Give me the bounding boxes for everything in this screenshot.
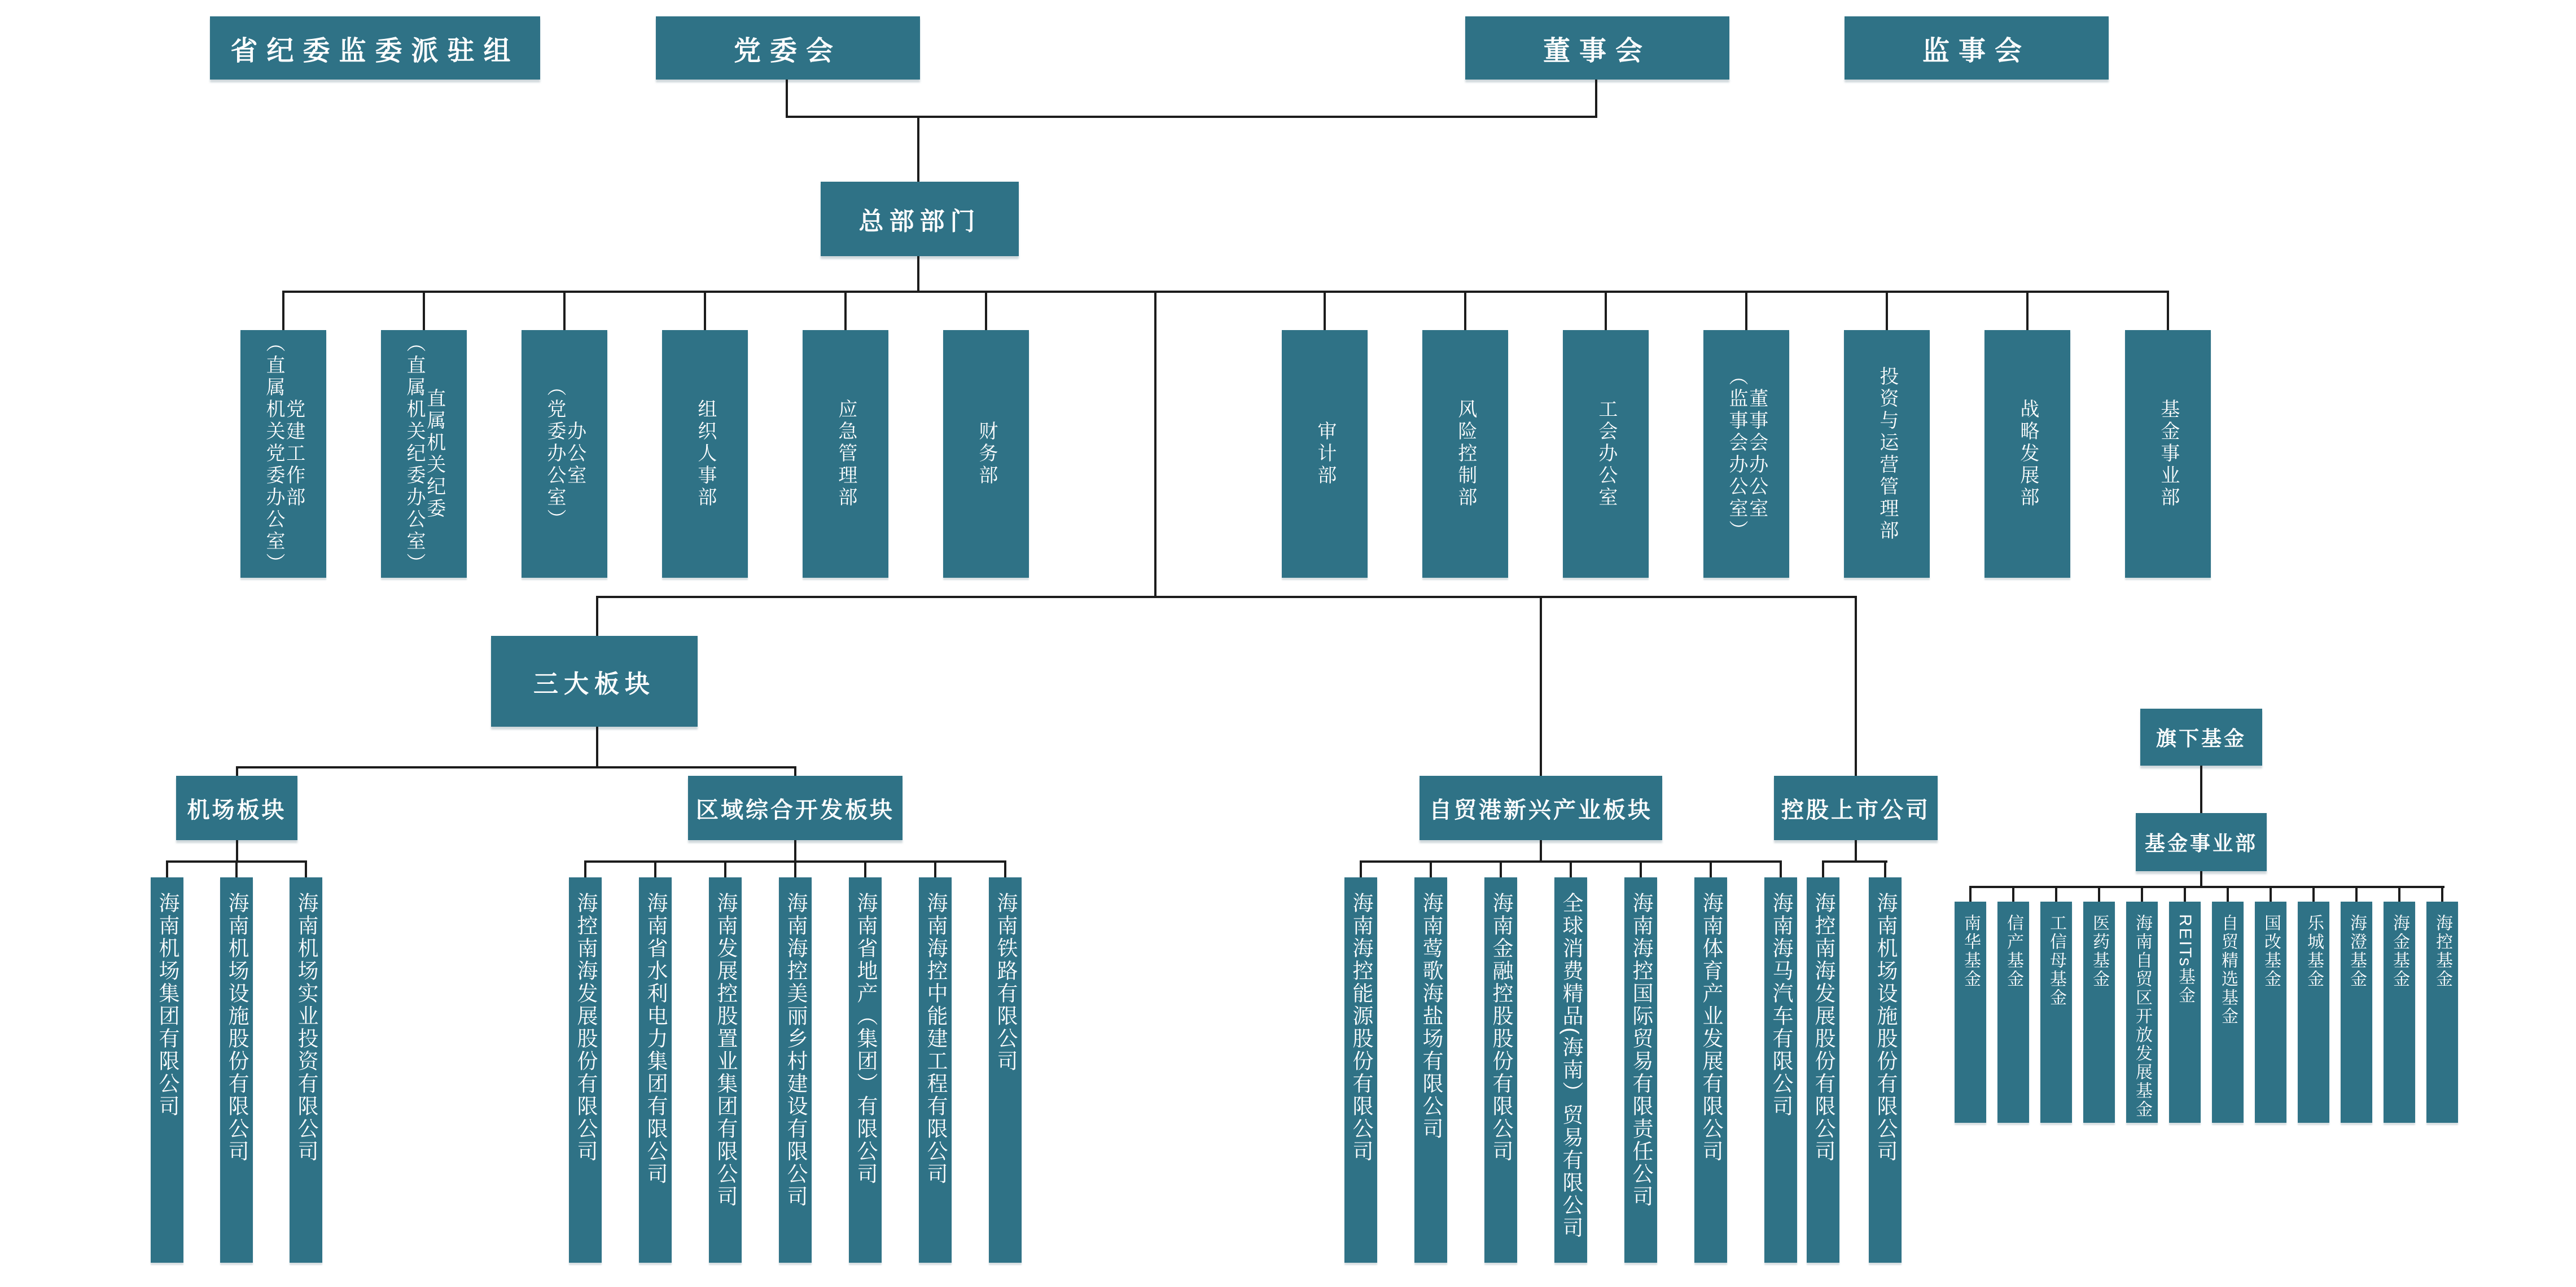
connector-line <box>794 860 796 877</box>
connector-line <box>596 596 1857 598</box>
company-column <box>151 877 183 1263</box>
connector-line <box>1710 860 1712 877</box>
connector-line <box>1004 860 1006 877</box>
fund-column <box>2341 902 2372 1123</box>
company-column <box>1764 877 1797 1263</box>
connector-line <box>2012 886 2014 902</box>
company-column <box>290 877 322 1263</box>
connector-line <box>794 840 796 860</box>
node-funds-root: 旗下基金 <box>2140 709 2262 766</box>
company-column <box>989 877 1022 1263</box>
dept-column-audit <box>1282 330 1368 578</box>
connector-line <box>563 291 566 330</box>
node-fund-department: 基金事业部 <box>2136 813 2267 871</box>
connector-line <box>844 291 847 330</box>
connector-line <box>654 860 656 877</box>
connector-line <box>2312 886 2315 902</box>
dept-label: 风险控制部 <box>1455 399 1477 509</box>
connector-line <box>2167 291 2169 330</box>
dept-sublabel: （监事会办公室） <box>1726 366 1747 542</box>
fund-column <box>1997 902 2029 1123</box>
node-party-committee: 党委会 <box>656 16 920 80</box>
connector-line <box>786 116 1597 118</box>
company-label: 海南机场设施股份有限公司 <box>225 892 248 1163</box>
company-column <box>1624 877 1657 1263</box>
company-column <box>1869 877 1902 1263</box>
connector-line <box>1464 291 1466 330</box>
dept-sublabel: （直属机关纪委办公室） <box>404 333 425 575</box>
dept-column-emergency <box>803 330 888 578</box>
company-column <box>1807 877 1839 1263</box>
company-label: 海南海控美丽乡村建设有限公司 <box>784 892 807 1208</box>
company-label: 海南海控国际贸易有限责任公司 <box>1629 892 1653 1208</box>
company-label: 海南省地产（集团）有限公司 <box>854 892 877 1185</box>
fund-column <box>2426 902 2458 1123</box>
connector-line <box>1822 860 1824 877</box>
connector-line <box>704 291 706 330</box>
connector-line <box>282 291 284 330</box>
company-column <box>919 877 952 1263</box>
fund-column <box>2384 902 2415 1123</box>
connector-line <box>2441 886 2443 902</box>
connector-line <box>1595 80 1597 116</box>
dept-column-general-office <box>522 330 607 578</box>
dept-column-risk-control <box>1422 330 1508 578</box>
connector-line <box>1154 291 1156 596</box>
connector-line <box>864 860 866 877</box>
dept-label: 战略发展部 <box>2017 399 2039 509</box>
connector-line <box>934 860 936 877</box>
company-label: 海控南海发展股份有限公司 <box>574 892 597 1163</box>
connector-line <box>235 860 238 877</box>
dept-label: 党建工作部 <box>283 399 305 509</box>
company-label: 海控南海发展股份有限公司 <box>1812 892 1835 1163</box>
sector-label-ftp-new-industries: 自贸港新兴产业板块 <box>1420 776 1662 840</box>
fund-label: 南华基金 <box>1961 914 1980 989</box>
company-column <box>1694 877 1727 1263</box>
connector-line <box>236 766 796 768</box>
company-label: 海南机场集团有限公司 <box>156 892 179 1118</box>
connector-line <box>1430 860 1432 877</box>
connector-line <box>1640 860 1642 877</box>
connector-line <box>1745 291 1747 330</box>
connector-line <box>1540 840 1542 860</box>
fund-label: 乐城基金 <box>2305 914 2323 989</box>
fund-label: 信产基金 <box>2004 914 2023 989</box>
connector-line <box>596 596 598 636</box>
connector-line <box>2398 886 2400 902</box>
company-label: 海南海控中能建工程有限公司 <box>924 892 947 1185</box>
connector-line <box>2055 886 2057 902</box>
connector-line <box>2227 886 2229 902</box>
dept-label: 财务部 <box>975 421 997 487</box>
dept-column-board-office <box>1703 330 1789 578</box>
connector-line <box>2200 766 2202 813</box>
company-column <box>709 877 742 1263</box>
node-provincial-discipline-group: 省纪委监委派驻组 <box>210 16 540 80</box>
connector-line <box>2141 886 2143 902</box>
company-label: 海南海控能源股份有限公司 <box>1350 892 1373 1163</box>
dept-label: 直属机关纪委 <box>423 388 445 520</box>
dept-sublabel: （党委办公室） <box>544 377 566 531</box>
connector-line <box>1855 596 1857 776</box>
connector-line <box>1886 291 1888 330</box>
connector-line <box>1884 860 1886 877</box>
connector-line <box>2355 886 2358 902</box>
connector-line <box>794 766 796 776</box>
connector-line <box>1855 840 1857 860</box>
connector-line <box>1822 860 1887 863</box>
company-label: 海南机场设施股份有限公司 <box>1874 892 1897 1163</box>
node-three-sectors: 三大板块 <box>491 636 698 727</box>
fund-label: 自贸精选基金 <box>2219 914 2237 1026</box>
node-hq-departments: 总部部门 <box>821 182 1019 256</box>
company-label: 海南海马汽车有限公司 <box>1769 892 1793 1118</box>
connector-line <box>1360 860 1362 877</box>
company-column <box>220 877 253 1263</box>
connector-line <box>236 766 238 776</box>
connector-line <box>305 860 307 877</box>
fund-label: 海澄基金 <box>2347 914 2366 989</box>
company-label: 海南发展控股置业集团有限公司 <box>714 892 737 1208</box>
dept-label: 组织人事部 <box>694 399 716 509</box>
company-label: 海南铁路有限公司 <box>994 892 1017 1073</box>
dept-column-investment-operations <box>1844 330 1930 578</box>
dept-sublabel: （直属机关党委办公室） <box>263 333 284 575</box>
connector-line <box>1605 291 1607 330</box>
fund-column <box>2169 902 2201 1123</box>
connector-line <box>1570 860 1572 877</box>
company-column <box>1484 877 1517 1263</box>
fund-column <box>1955 902 1986 1123</box>
fund-column <box>2126 902 2158 1123</box>
dept-column-discipline-committee <box>381 330 467 578</box>
dept-column-finance <box>943 330 1029 578</box>
company-column <box>639 877 672 1263</box>
connector-line <box>1540 596 1542 776</box>
dept-label: 应急管理部 <box>835 399 857 509</box>
company-column <box>1414 877 1447 1263</box>
fund-label: 海金基金 <box>2390 914 2409 989</box>
fund-label: 海南自贸区开放发展基金 <box>2133 914 2152 1119</box>
node-board-of-supervisors: 监事会 <box>1845 16 2109 80</box>
dept-label: 投资与运营管理部 <box>1876 366 1898 542</box>
company-label: 海南体育产业发展有限公司 <box>1699 892 1723 1163</box>
connector-line <box>917 256 919 291</box>
dept-label: 办公室 <box>564 421 586 487</box>
company-column <box>779 877 812 1263</box>
company-label: 海南省水利电力集团有限公司 <box>644 892 667 1185</box>
connector-line <box>2184 886 2186 902</box>
connector-line <box>1969 886 2444 888</box>
connector-line <box>423 291 425 330</box>
dept-column-hr <box>662 330 748 578</box>
fund-label: 国改基金 <box>2262 914 2280 989</box>
fund-label: 海控基金 <box>2433 914 2452 989</box>
connector-line <box>1969 886 1972 902</box>
connector-line <box>166 860 168 877</box>
fund-column <box>2255 902 2286 1123</box>
connector-line <box>596 727 598 766</box>
dept-label: 工会办公室 <box>1595 399 1617 509</box>
fund-label: REITs基金 <box>2176 914 2194 1005</box>
connector-line <box>2200 871 2202 886</box>
connector-line <box>236 840 238 860</box>
connector-line <box>724 860 726 877</box>
dept-column-strategy <box>1984 330 2070 578</box>
connector-line <box>1324 291 1326 330</box>
dept-label: 审计部 <box>1314 421 1336 487</box>
company-column <box>1344 877 1377 1263</box>
connector-line <box>917 116 919 182</box>
connector-line <box>1780 860 1782 877</box>
company-column <box>569 877 602 1263</box>
node-board-of-directors: 董事会 <box>1465 16 1729 80</box>
sector-label-regional-development: 区域综合开发板块 <box>688 776 903 840</box>
connector-line <box>584 860 586 877</box>
dept-label: 董事会办公室 <box>1746 388 1768 520</box>
connector-line <box>786 80 788 116</box>
sector-label-airport: 机场板块 <box>176 776 297 840</box>
fund-label: 工信母基金 <box>2047 914 2066 1007</box>
sector-label-listed-holdings: 控股上市公司 <box>1774 776 1938 840</box>
company-label: 海南机场实业投资有限公司 <box>295 892 318 1163</box>
connector-line <box>985 291 987 330</box>
fund-column <box>2040 902 2072 1123</box>
company-column <box>849 877 882 1263</box>
fund-column <box>2083 902 2115 1123</box>
company-label: 海南金融控股股份有限公司 <box>1489 892 1513 1163</box>
dept-label: 基金事业部 <box>2157 399 2179 509</box>
connector-line <box>2026 291 2029 330</box>
connector-line <box>2270 886 2272 902</box>
company-label: 海南莺歌海盐场有限公司 <box>1420 892 1443 1140</box>
connector-line <box>2098 886 2100 902</box>
fund-label: 医药基金 <box>2090 914 2109 989</box>
company-label: 全球消费精品(海南）贸易有限公司 <box>1559 892 1583 1240</box>
dept-column-party-building <box>240 330 326 578</box>
fund-column <box>2298 902 2329 1123</box>
dept-column-labor-union <box>1563 330 1649 578</box>
fund-column <box>2212 902 2244 1123</box>
company-column <box>1554 877 1587 1263</box>
dept-column-fund-division <box>2125 330 2211 578</box>
connector-line <box>1500 860 1502 877</box>
